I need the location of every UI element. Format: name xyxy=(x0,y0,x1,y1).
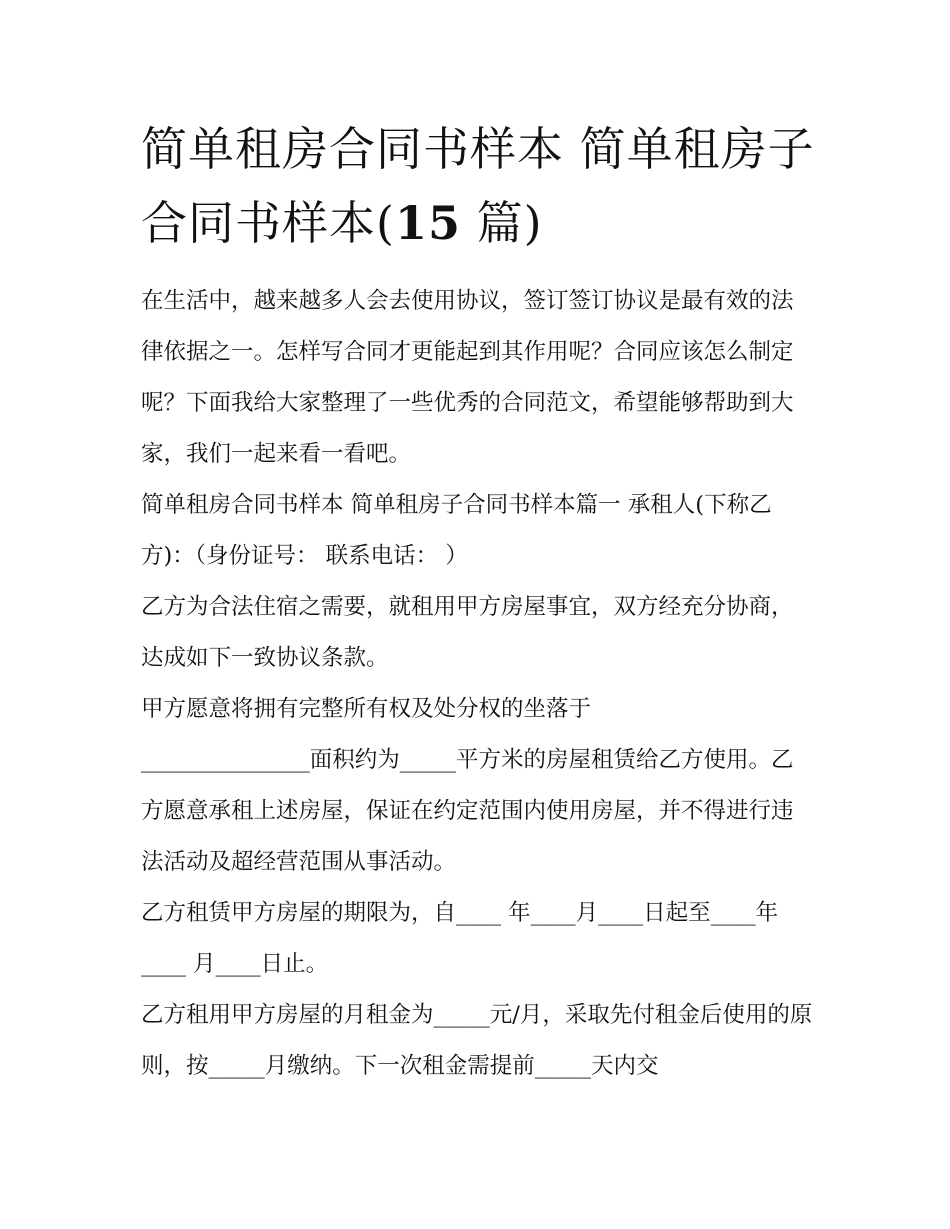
agreement-paragraph: 乙方为合法住宿之需要，就租用甲方房屋事宜，双方经充分协商，达成如下一致协议条款。 xyxy=(141,594,794,671)
title-suffix: 篇) xyxy=(460,196,543,250)
property-paragraph: 甲方愿意将拥有完整所有权及处分权的坐落于 xyxy=(141,696,592,722)
intro-paragraph: 在生活中，越来越多人会去使用协议，签订签订协议是最有效的法律依据之一。怎样写合同才更能起到其作用呢？合同应该怎么制定呢？下面我给大家整理了一些优秀的合同范文，希望能够帮助到大家，我们一起来看一看吧。 xyxy=(141,288,794,467)
title-count: 15 xyxy=(394,196,461,250)
rent-paragraph: 乙方租用甲方房屋的月租金为_____元/月，采取先付租金后使用的原则，按_____月缴纳。下一次租金需提前_____天内交 xyxy=(141,1002,813,1079)
document-title xyxy=(141,112,821,260)
property-area-paragraph: _______________面积约为_____平方米的房屋租赁给乙方使用。乙方愿意承租上述房屋，保证在约定范围内使用房屋，并不得进行违法活动及超经营范围从事活动。 xyxy=(141,747,794,875)
section-heading-paragraph: 简单租房合同书样本 简单租房子合同书样本篇一 承租人(下称乙方)：（身份证号： 联系电话： ） xyxy=(141,492,772,569)
title-text: 简单租房合同书样本 简单租房子合同书样本( xyxy=(141,122,815,250)
lease-term-paragraph: 乙方租赁甲方房屋的期限为，自____ 年____月____日起至____年____ 月____日止。 xyxy=(141,900,779,977)
document-body xyxy=(141,276,813,1092)
